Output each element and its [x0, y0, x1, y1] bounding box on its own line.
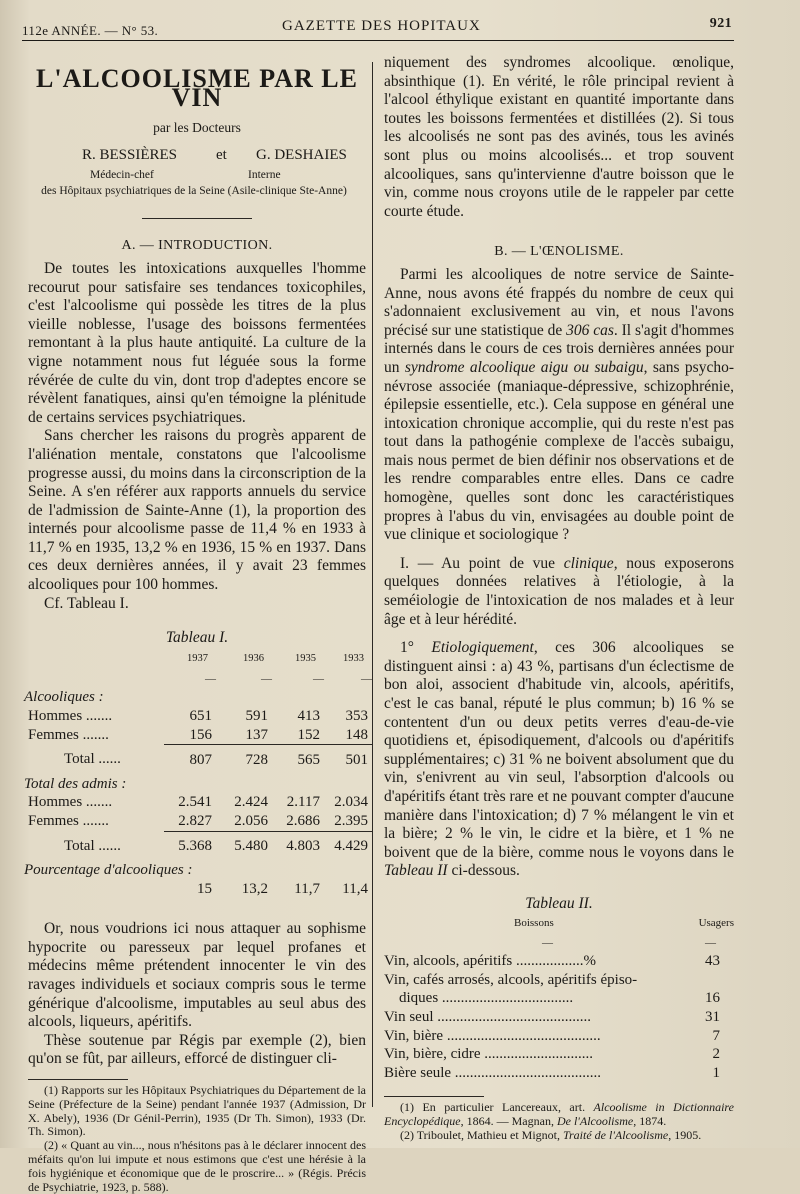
- left-column: [24, 62, 372, 1194]
- table-row: Hommes ....... 2.541 2.424 2.117 2.034: [28, 794, 368, 811]
- table-2-title: Tableau II.: [525, 894, 593, 912]
- table-reference: Cf. Tableau I.: [44, 594, 129, 612]
- year-cell: 1935: [295, 652, 316, 664]
- row-category: Total des admis :: [24, 775, 127, 792]
- author-2: G. DESHAIES: [256, 146, 347, 163]
- year-cell: 1937: [187, 652, 208, 664]
- institution: des Hôpitaux psychiatriques de la Seine (Asile-clinique Ste-Anne): [41, 184, 347, 197]
- page-header: [22, 16, 732, 40]
- paragraph: De toutes les intoxications auxquelles l'homme recourut pour satisfaire ses tendances toxicophiles, c'est l'alcoolisme qui possède les titres de la plus vieille noblesse, l'usage des boissons fermentées remontant à la plus haute antiquité. La culture de la vigne notamment nous fut léguée sous la forme révérée de culte du vin, dont trop d'adeptes encore se révèlent fanatiques, ainsi qu'en témoigne la plénitude de certains services psychiatriques.: [28, 259, 366, 426]
- role-1: Médecin-chef: [90, 168, 154, 181]
- paragraph: Sans chercher les raisons du progrès apparent de l'aliénation mentale, constatons que l'alcoolisme progresse aussi, du moins dans la circonscription de la Seine. A s'en référer aux rapports annuels du service de l'admission de Sainte-Anne (1), la proportion des internés pour alcoolisme passe de 11,4 % en 1933 à 11,7 % en 1935, 13,2 % en 1936, 15 % en 1937. Dans ces deux dernières années, il y avait 23 femmes alcooliques pour 100 hommes.: [28, 427, 366, 594]
- table-row: Total ...... 5.368 5.480 4.803 4.429: [64, 837, 368, 854]
- year-cell: 1933: [343, 652, 364, 664]
- author-conj: et: [216, 146, 227, 163]
- author-1: R. BESSIÈRES: [82, 146, 178, 163]
- column-rule: [372, 62, 373, 1107]
- table-row: [24, 775, 372, 794]
- roles: [28, 166, 366, 182]
- footnote-rule: [28, 1079, 128, 1080]
- table-row: — —: [542, 936, 716, 949]
- table-1: [24, 648, 372, 898]
- footnote: (1) Rapports sur les Hôpitaux Psychiatriques du Département de la Seine (Préfecture de la Seine) pendant l'année 1937 (Admission, Dr X. Abely), 1936 (Dr Génil-Perrin), 1935 (Dr Th. Simon), 1933 (Dr. Th. Simon).: [28, 1082, 366, 1139]
- table-row: [24, 861, 372, 880]
- issue-label: 112e ANNÉE. — N° 53.: [22, 23, 159, 38]
- table-row: Total ...... 807 728 565 501: [64, 751, 368, 768]
- table-row: Vin, alcools, apéritifs ..................% 43: [384, 953, 720, 970]
- column-header: Usagers: [698, 917, 734, 930]
- table-row: — — — —: [205, 672, 372, 685]
- table-1-title: Tableau I.: [165, 629, 229, 647]
- section-a-heading: A. — INTRODUCTION.: [121, 238, 273, 254]
- table-row: Vin seul ......................................... 31: [384, 1008, 720, 1025]
- table-row: Vin, bière ......................................... 7: [384, 1027, 720, 1044]
- table-row: [24, 648, 372, 670]
- footnotes: [384, 1101, 734, 1142]
- role-2: Interne: [248, 168, 281, 181]
- section-b-heading: B. — L'ŒNOLISME.: [494, 244, 624, 260]
- table-row: Femmes ....... 2.827 2.056 2.686 2.395: [24, 812, 372, 831]
- byline: par les Docteurs: [153, 120, 241, 136]
- paragraph: Thèse soutenue par Régis par exemple (2), bien qu'on se fût, par ailleurs, efforcé de distinguer cli-: [28, 1031, 366, 1068]
- table-row: [24, 688, 372, 707]
- paragraph: Parmi les alcooliques de notre service de Sainte-Anne, nous avons été frappés du nombre de ceux qui s'adonnaient exclusivement au vin, et nous l'avons précisé sur une statistique de 306 cas. Il s'agit d'hommes internés dans le cours de ces trois dernières années pour un syndrome alcoolique aigu ou subaigu, sans psycho-névrose associée (maniaque-dépressive, schizophrénie, épilepsie essentielle, etc.). Cela suppose en général une intoxication chronique accomplie, qui du reste n'est pas tout dans la pathogénie complexe de l'accès subaigu, mais nous permet de bien définir nos observations et de les rendre comparables entre elles. Dans ce cadre homogène, quelles sont donc les caractéristiques propres à l'abus du vin, envisagées au double point de vue clinique et sociologique ?: [384, 265, 735, 544]
- article-title: L'ALCOOLISME PAR LE VIN: [36, 64, 358, 112]
- paragraph: Or, nous voudrions ici nous attaquer au sophisme hypocrite ou paresseux par lequel profanes et médecins même prétendent innocenter le vin des ravages individuels et sociaux compris sous le terme générique d'alcoolisme, imputables au seul abus des alcools, liqueurs, apéritifs.: [28, 920, 366, 1031]
- page-number: 921: [709, 16, 732, 31]
- table-row: Bière seule ....................................... 1: [384, 1064, 720, 1081]
- row-category: Pourcentage d'alcooliques :: [24, 862, 193, 878]
- table-2: [384, 914, 736, 1083]
- footnote: (2) « Quant au vin..., nous n'hésitons pas à le déclarer innocent des méfaits qu'on lui impute et nous estimons que c'est une hérésie à la fois hygiénique et économique que de le proscrire... » (Régis. Précis de Psychiatrie, 1923, p. 588).: [28, 1138, 366, 1194]
- table-row: [384, 914, 736, 934]
- column-header: Boissons: [514, 917, 554, 930]
- footnote: (1) En particulier Lancereaux, art. Alcoolisme in Dictionnaire Encyclopédique, 1864. — Magnan, De l'Alcoolisme, 1874.: [384, 1100, 734, 1129]
- paragraph: 1° Etiologiquement, ces 306 alcooliques se distinguent ainsi : a) 43 %, partisans d'un éclectisme de bon aloi, associent d'habitude vin, alcools, apéritifs, c'est le cas banal, réputé le plus commun; b) 16 % se contentent d'un ou deux petits verres d'eau-de-vie quotidiens et, épisodiquement, d'alcools ou d'apéritifs supplémentaires; c) 31 % ne boivent absolument que du vin, s'enivrent au vin seul, l'absorption d'alcools ou d'apéritifs étant très rare et ne pouvant compter d'aucune manière dans l'intoxication; d) 7 % mélangent le vin et la bière; 2 % le vin, le cidre et la bière, et 1 % ne boivent que de la bière, comme nous le voyons dans le Tableau II ci-dessous.: [384, 639, 734, 880]
- footnote: (2) Triboulet, Mathieu et Mignot, Traité de l'Alcoolisme, 1905.: [400, 1127, 702, 1142]
- title-rule: [142, 218, 252, 219]
- table-row: Femmes ....... 156 137 152 148: [24, 726, 372, 745]
- table-row: diques ................................... 16: [384, 990, 720, 1007]
- footnotes: [28, 1084, 366, 1194]
- paragraph: niquement des syndromes alcoolique. œnolique, absinthique (1). En vérité, le rôle principal revient à l'alcool éthylique existant en quantité importante dans toutes les boissons fermentées et distillées (2). Si tous les alcoolisés ne sont pas des avinés, tous les avinés sont plus ou moins alcoolisés... et trop souvent alcooliques, sans qu'intervienne d'autre boisson que le vin, comme nous croyons utile de le rappeler par cette courte étude.: [384, 54, 734, 220]
- table-row: Vin, cafés arrosés, alcools, apéritifs épiso-: [384, 971, 638, 988]
- row-category: Alcooliques :: [24, 689, 104, 706]
- authors: [28, 146, 366, 166]
- footnote-rule: [384, 1096, 484, 1097]
- year-cell: 1936: [243, 652, 264, 664]
- right-column: [384, 54, 734, 1143]
- table-row: 15 13,2 11,7 11,4: [197, 880, 368, 897]
- header-rule: [22, 40, 734, 41]
- journal-title: GAZETTE DES HOPITAUX: [282, 18, 481, 34]
- paragraph: I. — Au point de vue clinique, nous exposerons quelques données relatives à l'étiologie, à la seméiologie de l'intoxication de nos malades et à leur âge et à leur hérédité.: [384, 554, 734, 628]
- table-row: Hommes ....... 651 591 413 353: [28, 708, 368, 725]
- table-row: Vin, bière, cidre ............................. 2: [384, 1046, 720, 1063]
